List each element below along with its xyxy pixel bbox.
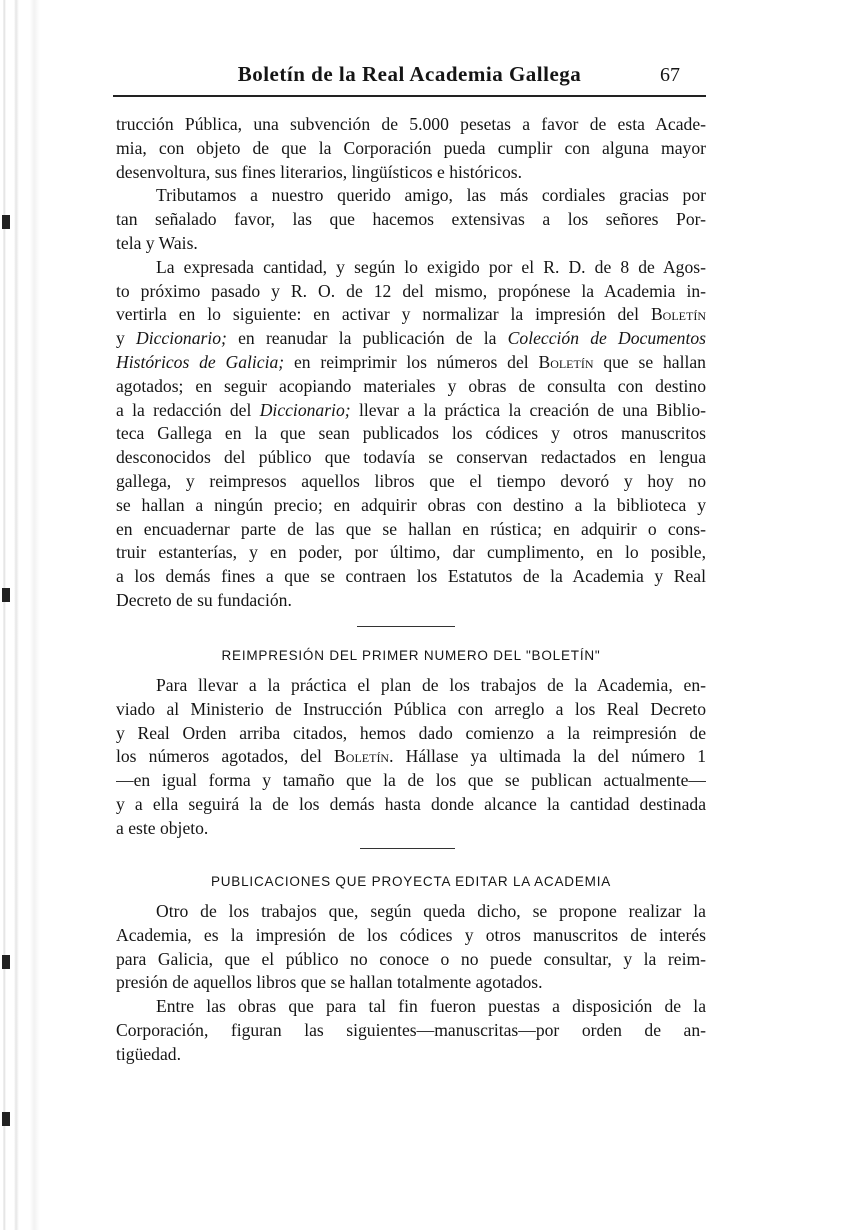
text-line (116, 351, 706, 375)
text-run: en reanudar la publicación de la (226, 328, 508, 349)
section-divider (360, 848, 455, 849)
paragraph (116, 674, 706, 841)
text-line: Decreto de su fundación. (116, 589, 292, 610)
section-body (116, 674, 706, 841)
text-line: agotados; en seguir acopiando materiales y obras de consulta con destino (116, 375, 706, 396)
text-line: y a ella seguirá la de los demás hasta donde alcance la cantidad destinada (116, 793, 706, 814)
text-line: se hallan a ningún precio; en adquirir obras con destino a la biblioteca y (116, 494, 706, 515)
text-line: mia, con objeto de que la Corporación pueda cumplir con alguna mayor (116, 137, 706, 158)
text-run: a la redacción del (116, 399, 260, 420)
text-line: Para llevar a la práctica el plan de los trabajos de la Academia, en- (156, 675, 706, 695)
text-line: desconocidos del público que todavía se conservan redactados en lengua (116, 447, 706, 468)
scan-binding-edge (0, 0, 40, 1230)
text-line: viado al Ministerio de Instrucción Pública con arreglo a los Real Decreto (116, 698, 706, 719)
text-line: Otro de los trabajos que, según queda dicho, se propone realizar la (156, 901, 706, 921)
section-body (116, 113, 706, 613)
text-line: tigüedad. (116, 1043, 181, 1064)
text-line (116, 399, 706, 423)
binding-mark (2, 1112, 10, 1126)
running-header (113, 60, 706, 94)
small-caps-title: Boletín (334, 746, 390, 767)
text-run: en reimprimir los números del (284, 351, 539, 372)
paragraph (116, 256, 706, 613)
text-run: los números agotados, del (116, 746, 335, 767)
text-line: —en igual forma y tamaño que la de los que se publican actualmente— (116, 770, 706, 791)
binding-mark (2, 588, 10, 602)
italic-title: Históricos de Galicia; (116, 351, 285, 372)
text-run: que se hallan (593, 351, 706, 372)
text-line: Corporación, figuran las siguientes—manuscritas—por orden de an- (116, 1019, 706, 1040)
small-caps-title: Boletín (538, 351, 594, 372)
text-run: y (116, 328, 137, 349)
section-divider (357, 626, 455, 627)
text-line: tan señalado favor, las que hacemos extensivas a los señores Por- (116, 209, 706, 230)
page-number: 67 (660, 64, 680, 86)
text-line: Academia, es la impresión de los códices y otros manuscritos de interés (116, 924, 706, 945)
text-line: Entre las obras que para tal fin fueron puestas a disposición de la (156, 996, 706, 1017)
paragraph (116, 900, 706, 995)
text-line: Tributamos a nuestro querido amigo, las más cordiales gracias por (156, 185, 706, 206)
text-run: vertirla en lo siguiente: en activar y normalizar la impresión del (116, 304, 651, 325)
text-line: teca Gallega en la que sean publicados los códices y otros manuscritos (116, 423, 706, 444)
header-rule (113, 95, 706, 97)
text-line (116, 303, 706, 327)
section-heading: PUBLICACIONES QUE PROYECTA EDITAR LA ACADEMIA (210, 874, 612, 889)
italic-title: Diccionario; (259, 399, 351, 420)
text-line: a este objeto. (116, 817, 209, 838)
section-heading: REIMPRESIÓN DEL PRIMER NUMERO DEL "BOLETÍN" (221, 648, 601, 663)
text-line: desenvoltura, sus fines literarios, lingüísticos e históricos. (116, 161, 523, 182)
text-run: llevar a la práctica la creación de una Biblio- (350, 399, 706, 420)
binding-mark (2, 955, 10, 969)
text-line: para Galicia, que el público no conoce o no puede consultar, y la reim- (116, 948, 706, 969)
italic-title: Colección de Documentos (507, 328, 706, 349)
text-line: truir estanterías, y en poder, por último, dar cumplimento, en lo posible, (116, 542, 706, 563)
paragraph (116, 995, 706, 1066)
italic-title: Diccionario; (136, 328, 227, 349)
text-line: to próximo pasado y R. O. de 12 del mismo, propónese la Academia in- (116, 280, 706, 301)
text-line (116, 745, 706, 769)
text-line: en encuadernar parte de las que se hallan en rústica; en adquirir o cons- (116, 518, 706, 539)
text-run: . Hállase ya ultimada la del número 1 (389, 746, 706, 767)
text-line: a los demás fines a que se contraen los Estatutos de la Academia y Real (116, 566, 706, 587)
journal-title: Boletín de la Real Academia Gallega (237, 62, 582, 86)
text-line: trucción Pública, una subvención de 5.000 pesetas a favor de esta Acade- (116, 114, 706, 134)
text-line: presión de aquellos libros que se hallan totalmente agotados. (116, 972, 543, 993)
text-line: gallega, y reimpresos aquellos libros que el tiempo devoró y hoy no (116, 470, 706, 491)
text-line: La expresada cantidad, y según lo exigido por el R. D. de 8 de Agos- (156, 256, 706, 277)
text-line: y Real Orden arriba citados, hemos dado comienzo a la reimpresión de (116, 722, 706, 743)
paragraph (116, 113, 706, 184)
section-body (116, 900, 706, 1067)
small-caps-title: Boletín (650, 304, 706, 325)
text-line: tela y Wais. (116, 232, 198, 253)
binding-mark (2, 215, 10, 229)
text-line (116, 327, 706, 351)
paragraph (116, 184, 706, 255)
